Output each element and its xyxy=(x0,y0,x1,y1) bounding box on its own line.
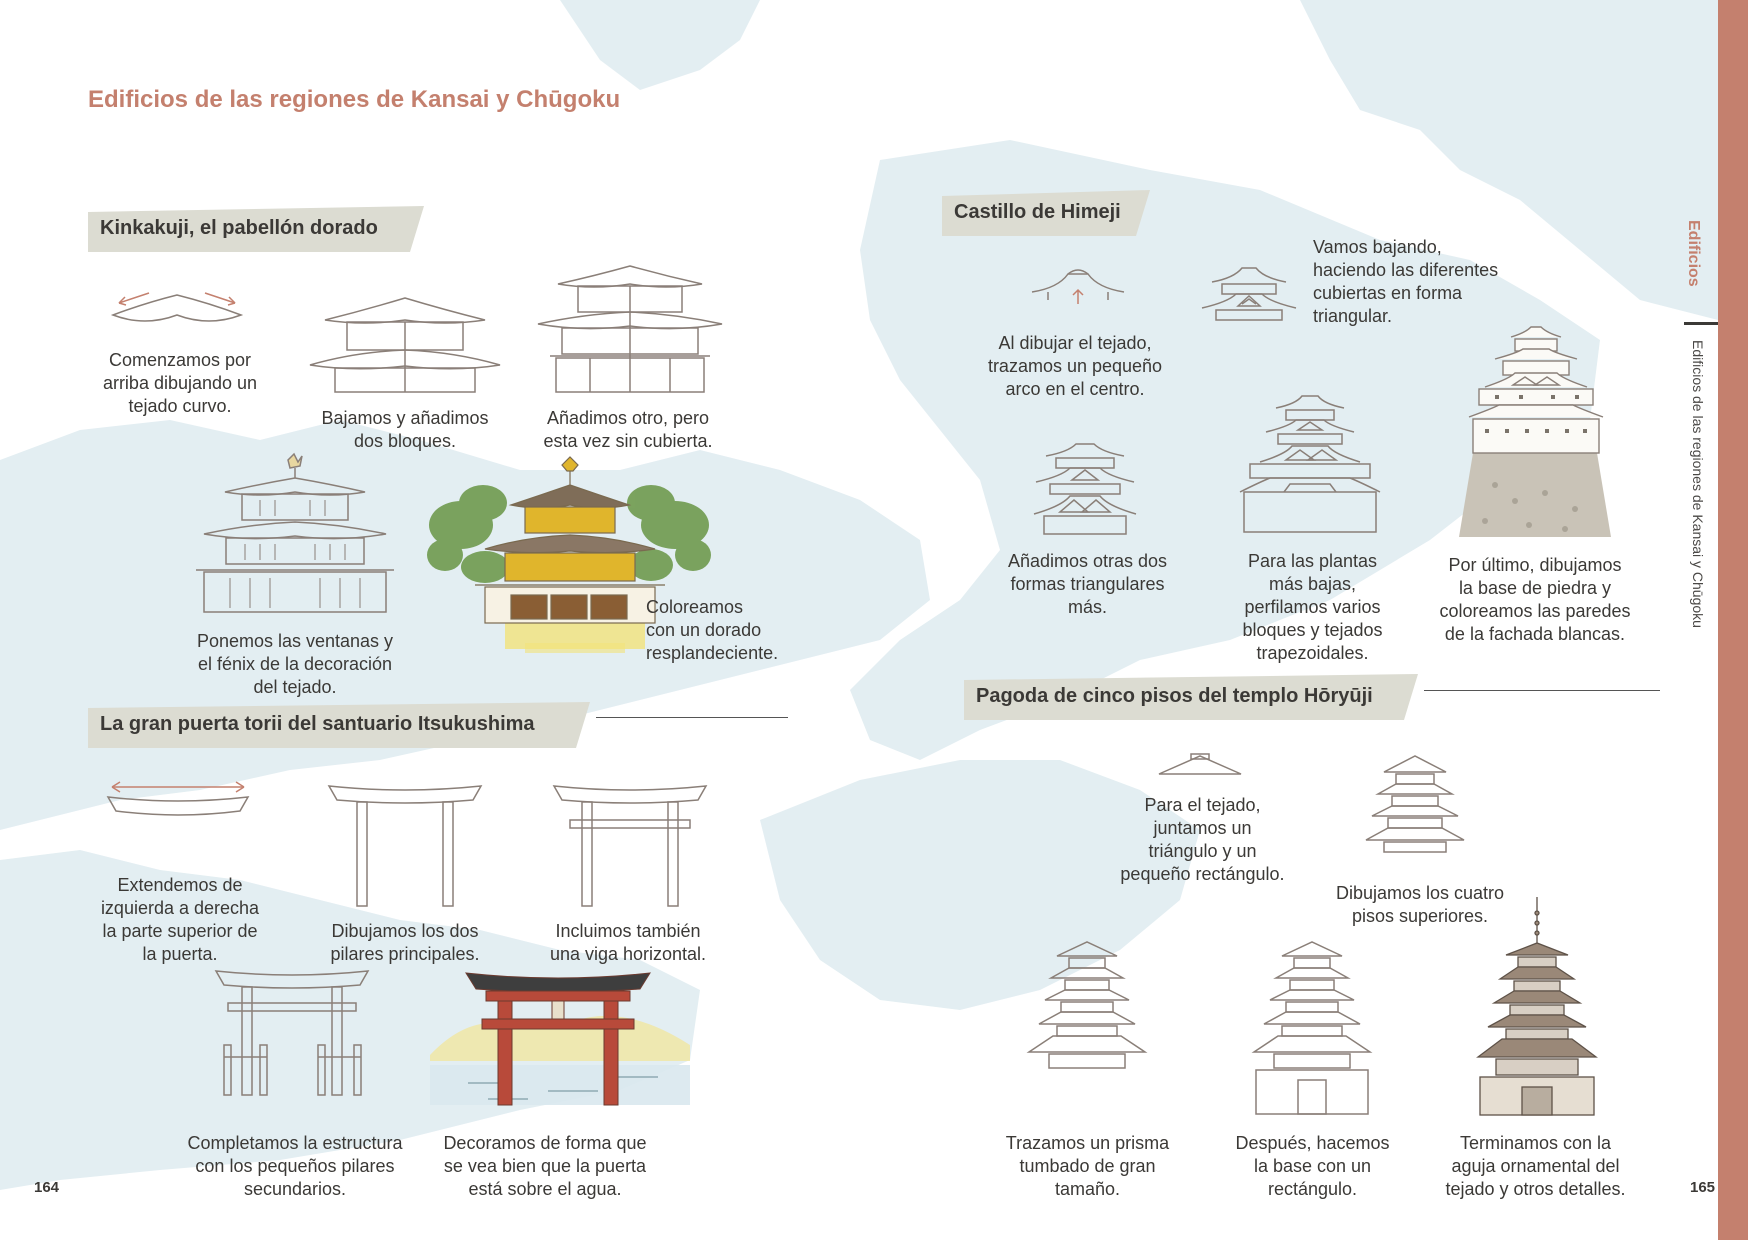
section-title-horyuji: Pagoda de cinco pisos del templo Hōryūji xyxy=(976,685,1373,707)
itsukushima-step1-drawing xyxy=(98,775,258,825)
himeji-step4-drawing xyxy=(1230,392,1390,537)
kinkakuji-step5-caption: Coloreamos con un dorado resplandeciente. xyxy=(646,597,779,663)
kinkakuji-step3-drawing xyxy=(530,262,730,397)
himeji-step5-caption: Por último, dibujamos la base de piedra y coloreamos las paredes de la fachada blancas. xyxy=(1439,555,1631,644)
itsukushima-step5-colored-drawing xyxy=(428,965,693,1120)
itsukushima-step3-drawing xyxy=(550,780,710,910)
horyuji-step3-caption: Trazamos un prisma tumbado de gran tamaño. xyxy=(1005,1133,1170,1199)
section-divider xyxy=(1424,690,1660,691)
page-number-right: 165 xyxy=(1690,1179,1716,1196)
itsukushima-step5-caption: Decoramos de forma que se vea bien que la puerta está sobre el agua. xyxy=(443,1133,647,1199)
horyuji-step5-colored-drawing xyxy=(1470,895,1605,1120)
kinkakuji-step3-caption: Añadimos otro, pero esta vez sin cubierta. xyxy=(543,408,713,451)
himeji-step3-drawing xyxy=(1030,440,1140,540)
kinkakuji-step4-drawing xyxy=(190,452,400,617)
kinkakuji-step4-caption: Ponemos las ventanas y el fénix de la decoración del tejado. xyxy=(196,631,394,697)
section-divider xyxy=(596,717,788,718)
himeji-step2-drawing xyxy=(1198,262,1300,322)
kinkakuji-step2-caption: Bajamos y añadimos dos bloques. xyxy=(321,408,489,451)
chapter-subtitle: Edificios de las regiones de Kansai y Chūgoku xyxy=(1690,340,1706,628)
horyuji-step2-drawing xyxy=(1360,752,1470,867)
himeji-step5-colored-drawing xyxy=(1455,325,1615,540)
itsukushima-step4-drawing xyxy=(212,965,372,1100)
page-number-left: 164 xyxy=(34,1179,60,1196)
horyuji-step4-drawing xyxy=(1250,940,1375,1120)
horyuji-step3-drawing xyxy=(1025,940,1150,1100)
horyuji-step1-drawing xyxy=(1155,752,1245,782)
itsukushima-step4-caption: Completamos la estructura con los pequeños pilares secundarios. xyxy=(187,1133,403,1199)
chapter-tab-divider xyxy=(1684,322,1718,325)
himeji-step4-caption: Para las plantas más bajas, perfilamos varios bloques y tejados trapezoidales. xyxy=(1242,551,1383,663)
himeji-step1-caption: Al dibujar el tejado, trazamos un pequeño arco en el centro. xyxy=(987,333,1163,399)
itsukushima-step2-drawing xyxy=(325,780,485,910)
section-banner-kinkakuji xyxy=(88,206,424,252)
horyuji-step2-caption: Dibujamos los cuatro pisos superiores. xyxy=(1335,883,1505,926)
chapter-sidebar xyxy=(1718,0,1748,1240)
section-title-himeji: Castillo de Himeji xyxy=(954,201,1121,223)
horyuji-step5-caption: Terminamos con la aguja ornamental del tejado y otros detalles. xyxy=(1445,1133,1626,1199)
section-title-kinkakuji: Kinkakuji, el pabellón dorado xyxy=(100,217,378,239)
itsukushima-step3-caption: Incluimos también una viga horizontal. xyxy=(549,921,707,964)
section-banner-horyuji xyxy=(964,674,1418,720)
itsukushima-step2-caption: Dibujamos los dos pilares principales. xyxy=(330,921,480,964)
itsukushima-step1-caption: Extendemos de izquierda a derecha la parte superior de la puerta. xyxy=(100,875,260,964)
horyuji-step1-caption: Para el tejado, juntamos un triángulo y un pequeño rectángulo. xyxy=(1120,795,1285,884)
kinkakuji-step2-drawing xyxy=(305,290,505,395)
section-title-itsukushima: La gran puerta torii del santuario Itsukushima xyxy=(100,713,535,735)
section-banner-himeji xyxy=(942,190,1150,236)
himeji-step2-caption: Vamos bajando, haciendo las diferentes cubiertas en forma triangular. xyxy=(1313,237,1499,326)
kinkakuji-step1-caption: Comenzamos por arriba dibujando un tejado curvo. xyxy=(102,350,258,416)
section-banner-itsukushima xyxy=(88,702,590,748)
kinkakuji-step1-drawing xyxy=(105,285,250,330)
chapter-tab-label: Edificios xyxy=(1685,220,1702,287)
horyuji-step4-caption: Después, hacemos la base con un rectángulo. xyxy=(1235,1133,1390,1199)
himeji-step1-drawing xyxy=(1028,262,1128,310)
himeji-step3-caption: Añadimos otras dos formas triangulares más. xyxy=(1007,551,1168,617)
page-title: Edificios de las regiones de Kansai y Chūgoku xyxy=(88,86,621,113)
